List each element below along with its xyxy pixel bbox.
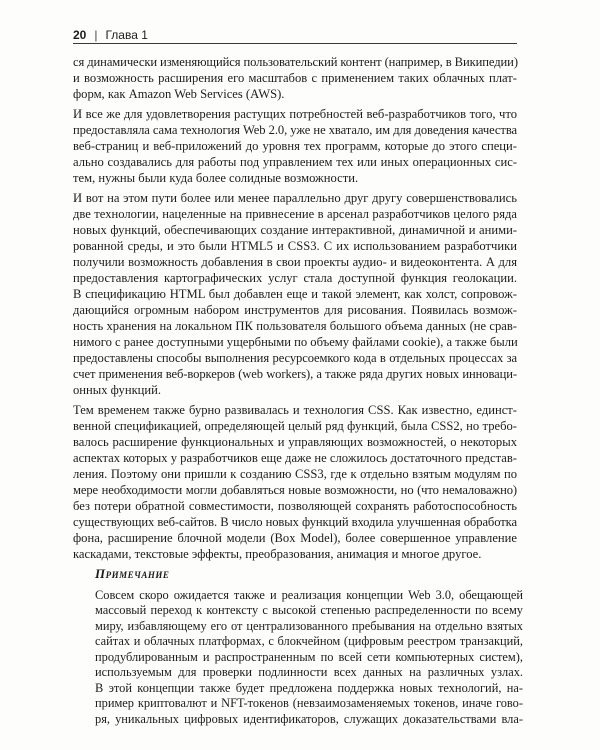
text-line: аспектах которых у разработчиков еще даже не сложилось достаточного представ- [73,451,517,465]
note-block [95,566,523,727]
text-line: получили возможность добавления в свои проекты аудио- и видеоконтента. А для [73,255,517,269]
paragraph [73,190,517,398]
text-line: Тем временем также бурно развивалась и технология CSS. Как известно, единст- [73,403,517,417]
text-line: дающийся огромным набором инструментов для рисования. Появилась возмож- [73,303,517,317]
paragraph [73,402,517,562]
text-line: существующих веб-сайтов. В число новых функций входила улучшенная обработка [73,515,517,529]
text-line: новых функций, обеспечивающих создание интерактивной, динамичной и аними- [73,223,517,237]
paragraph [73,106,517,186]
running-header [73,28,517,44]
text-line: предоставлены способы выполнения ресурсоемкого кода в отдельных процессах за [73,351,517,365]
text-line: ся динамически изменяющийся пользовательский контент (например, в Википедии) [73,55,518,69]
text-line: фона, расширение блочной модели (Box Model), более совершенное управление [73,531,517,545]
text-line: предоставления картографических услуг стала доступной функция геолокации. [73,271,517,285]
text-line: ления. Поэтому они пришли к созданию CSS3, где к отдельно взятым модулям по [73,467,517,481]
note-line: В этой концепции также будет предложена поддержка новых технологий, на- [95,680,523,695]
text-line: И вот на этом пути более или менее параллельно друг другу совершенствовались [73,191,517,205]
paragraph [73,54,517,102]
note-line: миру, избавляющему его от централизованного пребывания на отдельно взятых [95,618,523,633]
note-text [95,588,523,728]
text-line: предоставляла сама технология Web 2.0, уже не хватало, им для доведения качества [73,123,517,137]
text-line: счет применения веб-воркеров (web workers), а также ряда других новых инноваци- [73,367,517,381]
chapter-title: Глава 1 [105,28,148,42]
note-line: используемым для проверки подлинности всех данных на различных узлах. [95,665,523,679]
text-line: и возможность расширения его масштабов с применением таких облачных плат- [73,71,517,85]
text-line: нимого с ранее доступными ущербными по объему файлами cookie), а также были [73,335,518,349]
note-line: массовый переход к контексту с высокой степенью распределенности по всему [95,603,523,617]
text-line: ность хранения на локальном ПК пользователя большого объема данных (не срав- [73,319,517,333]
header-separator: | [94,28,98,42]
text-line: веб-страниц и веб-приложений до уровня тех программ, которые до этого специ- [73,139,517,153]
note-line: сайтах и облачных платформах, с блокчейном (цифровым реестром транзакций, [95,634,523,648]
text-line: ально создавались для работы под управлением тех или иных операционных сис- [73,155,517,169]
page-number: 20 [73,28,87,42]
note-line: продублированным и распространенным по всей сети компьютерных систем), [95,649,523,664]
text-line: онных функций. [73,383,162,397]
text-line: две технологии, нацеленные на привнесение в арсенал разработчиков целого ряда [73,207,517,221]
text-line: тем, нужны были куда более солидные возможности. [73,171,359,185]
note-line: пример криптовалют и NFT-токенов (невзаимозаменяемых токенов, иначе гово- [95,696,523,710]
text-line: венной спецификацией, определяющей целый ряд функций, была CSS2, но требо- [73,419,517,433]
note-line: Совсем скоро ожидается также и реализация концепции Web 3.0, обещающей [95,587,523,602]
text-line: без потери обратной совместимости, позволяющей сохранять работоспособность [73,499,517,513]
text-line: И все же для удовлетворения растущих потребностей веб-разработчиков того, что [73,107,517,121]
text-line: валось расширение функциональных и управляющих возможностей, о некоторых [73,435,517,449]
text-line: форм, как Amazon Web Services (AWS). [73,87,285,101]
body-text [73,54,517,566]
text-line: мере необходимости могли добавляться новые возможности, но (что немаловажно) [73,483,517,497]
text-line: каскадами, текстовые эффекты, преобразования, анимация и многое другое. [73,547,482,561]
text-line: В спецификацию HTML был добавлен еще и такой элемент, как холст, сопровож- [73,287,517,301]
note-title: Примечание [95,566,170,581]
note-line: ря, уникальных цифровых идентификаторов, служащих доказательствами вла- [95,711,523,726]
text-line: рованной среды, и это были HTML5 и CSS3. С их использованием разработчики [73,239,517,253]
